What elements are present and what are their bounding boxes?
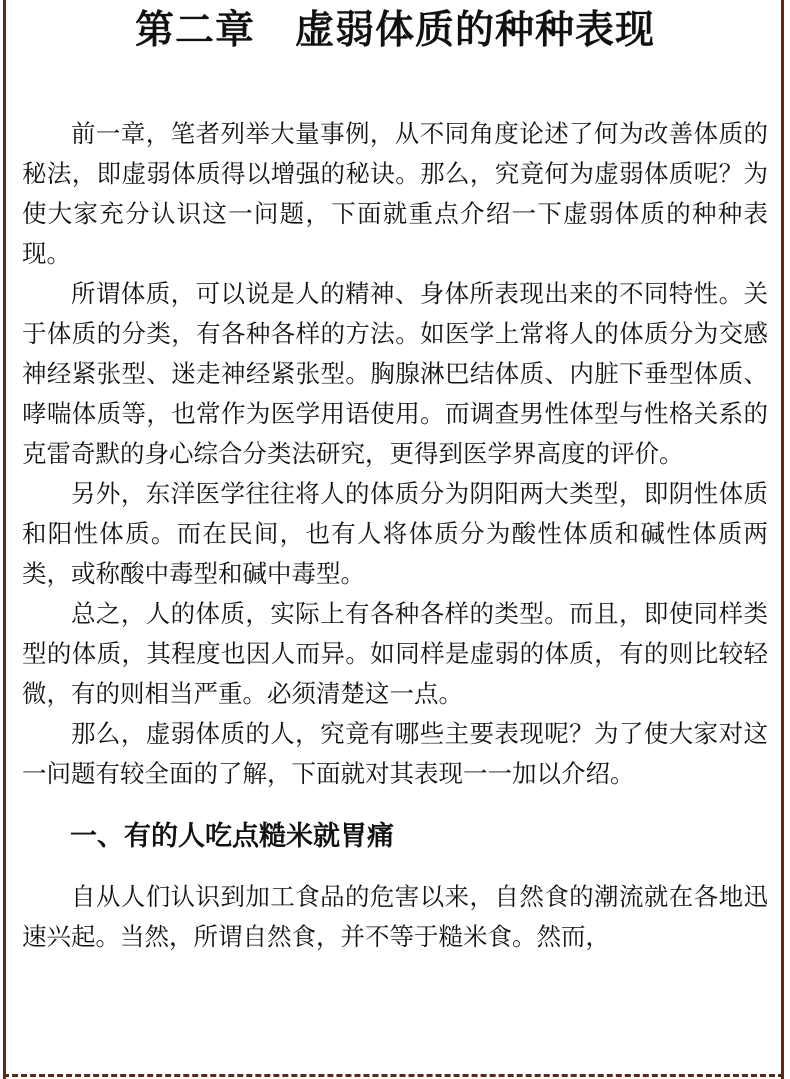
chapter-body (22, 114, 768, 957)
paragraph: 前一章，笔者列举大量事例，从不同角度论述了何为改善体质的秘法，即虚弱体质得以增强的秘诀。那么，究竟何为虚弱体质呢？为使大家充分认识这一问题，下面就重点介绍一下虚弱体质的种种表现。 (22, 119, 768, 268)
paragraph: 所谓体质，可以说是人的精神、身体所表现出来的不同特性。关于体质的分类，有各种各样的方法。如医学上常将人的体质分为交感神经紧张型、迷走神经紧张型。胸腺淋巴结体质、内脏下垂型体质、哮喘体质等，也常作为医学用语使用。而调查男性体型与性格关系的克雷奇默的身心综合分类法研究，更得到医学界高度的评价。 (22, 279, 768, 468)
page-content (22, 0, 768, 957)
page-border-right (781, 0, 784, 1079)
chapter-title (22, 6, 768, 56)
chapter-name: 虚弱体质的种种表现 (295, 8, 656, 53)
paragraph: 那么，虚弱体质的人，究竟有哪些主要表现呢？为了使大家对这一问题有较全面的了解，下面就对其表现一一加以介绍。 (22, 719, 768, 788)
chapter-number: 第二章 (134, 8, 255, 53)
page-border-left (3, 0, 6, 1079)
paragraph: 另外，东洋医学往往将人的体质分为阴阳两大类型，即阴性体质和阳性体质。而在民间，也有人将体质分为酸性体质和碱性体质两类，或称酸中毒型和碱中毒型。 (22, 479, 768, 588)
section-paragraph: 自从人们认识到加工食品的危害以来，自然食的潮流就在各地迅速兴起。当然，所谓自然食，并不等于糙米食。然而， (22, 882, 768, 951)
page-border-bottom (3, 1074, 784, 1077)
section-heading: 一、有的人吃点糙米就胃痛 (70, 821, 394, 852)
paragraph: 总之，人的体质，实际上有各种各样的类型。而且，即使同样类型的体质，其程度也因人而异。如同样是虚弱的体质，有的则比较轻微，有的则相当严重。必须清楚这一点。 (22, 599, 768, 708)
